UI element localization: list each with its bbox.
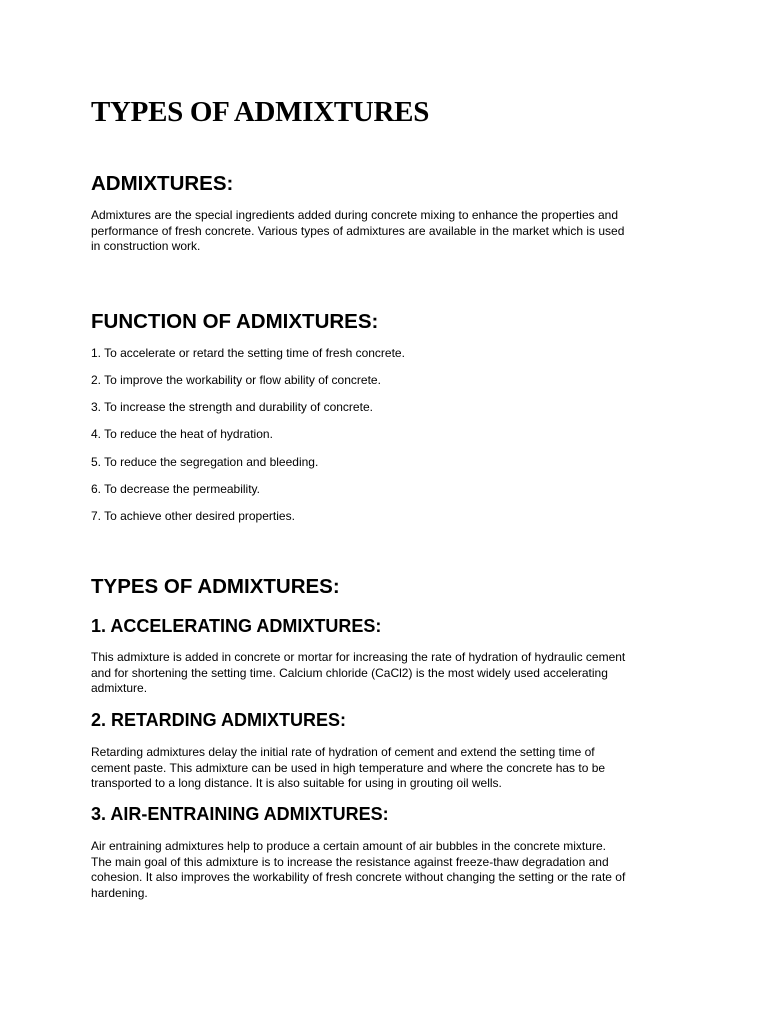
paragraph-line: performance of fresh concrete. Various types of admixtures are available in the market which is used [91, 223, 625, 238]
paragraph-line: admixture. [91, 681, 148, 695]
function-list-item: 1. To accelerate or retard the setting time of fresh concrete. [91, 346, 405, 360]
paragraph-line: in construction work. [91, 239, 201, 253]
paragraph-line: Admixtures are the special ingredients added during concrete mixing to enhance the properties and [91, 208, 618, 222]
paragraph-line: Retarding admixtures delay the initial rate of hydration of cement and extend the setting time of [91, 745, 595, 759]
types-of-admixtures-heading: TYPES OF ADMIXTURES: [91, 575, 340, 598]
paragraph-line: cement paste. This admixture can be used in high temperature and where the concrete has to be [91, 760, 606, 775]
retarding-admixtures-heading: 2. RETARDING ADMIXTURES: [91, 710, 347, 730]
function-list-item: 4. To reduce the heat of hydration. [91, 427, 273, 441]
document-title: TYPES OF ADMIXTURES [91, 96, 430, 128]
air-entraining-admixtures-paragraph [91, 839, 691, 901]
accelerating-admixtures-paragraph [91, 650, 691, 697]
retarding-admixtures-paragraph [91, 745, 691, 792]
paragraph-line: transported to a long distance. It is also suitable for using in grouting oil wells. [91, 776, 502, 790]
paragraph-line: and for shortening the setting time. Calcium chloride (CaCl2) is the most widely used accelerating [91, 665, 608, 680]
admixtures-paragraph [91, 208, 691, 255]
paragraph-line: hardening. [91, 885, 148, 900]
air-entraining-admixtures-heading: 3. AIR-ENTRAINING ADMIXTURES: [91, 804, 389, 824]
function-of-admixtures-heading: FUNCTION OF ADMIXTURES: [91, 310, 379, 333]
function-list-item: 2. To improve the workability or flow ability of concrete. [91, 373, 381, 387]
paragraph-line: cohesion. It also improves the workability of fresh concrete without changing the setting or the rate of [91, 870, 626, 884]
paragraph-line: Air entraining admixtures help to produce a certain amount of air bubbles in the concrete mixture. [91, 839, 606, 853]
admixtures-heading: ADMIXTURES: [91, 172, 234, 195]
function-list-item: 5. To reduce the segregation and bleeding. [91, 455, 319, 469]
function-list-item: 6. To decrease the permeability. [91, 482, 260, 496]
paragraph-line: The main goal of this admixture is to increase the resistance against freeze-thaw degradation and [91, 854, 609, 869]
function-list-item: 3. To increase the strength and durability of concrete. [91, 400, 373, 414]
accelerating-admixtures-heading: 1. ACCELERATING ADMIXTURES: [91, 616, 382, 636]
paragraph-line: This admixture is added in concrete or mortar for increasing the rate of hydration of hydraulic cement [91, 650, 626, 664]
function-list-item: 7. To achieve other desired properties. [91, 509, 295, 523]
